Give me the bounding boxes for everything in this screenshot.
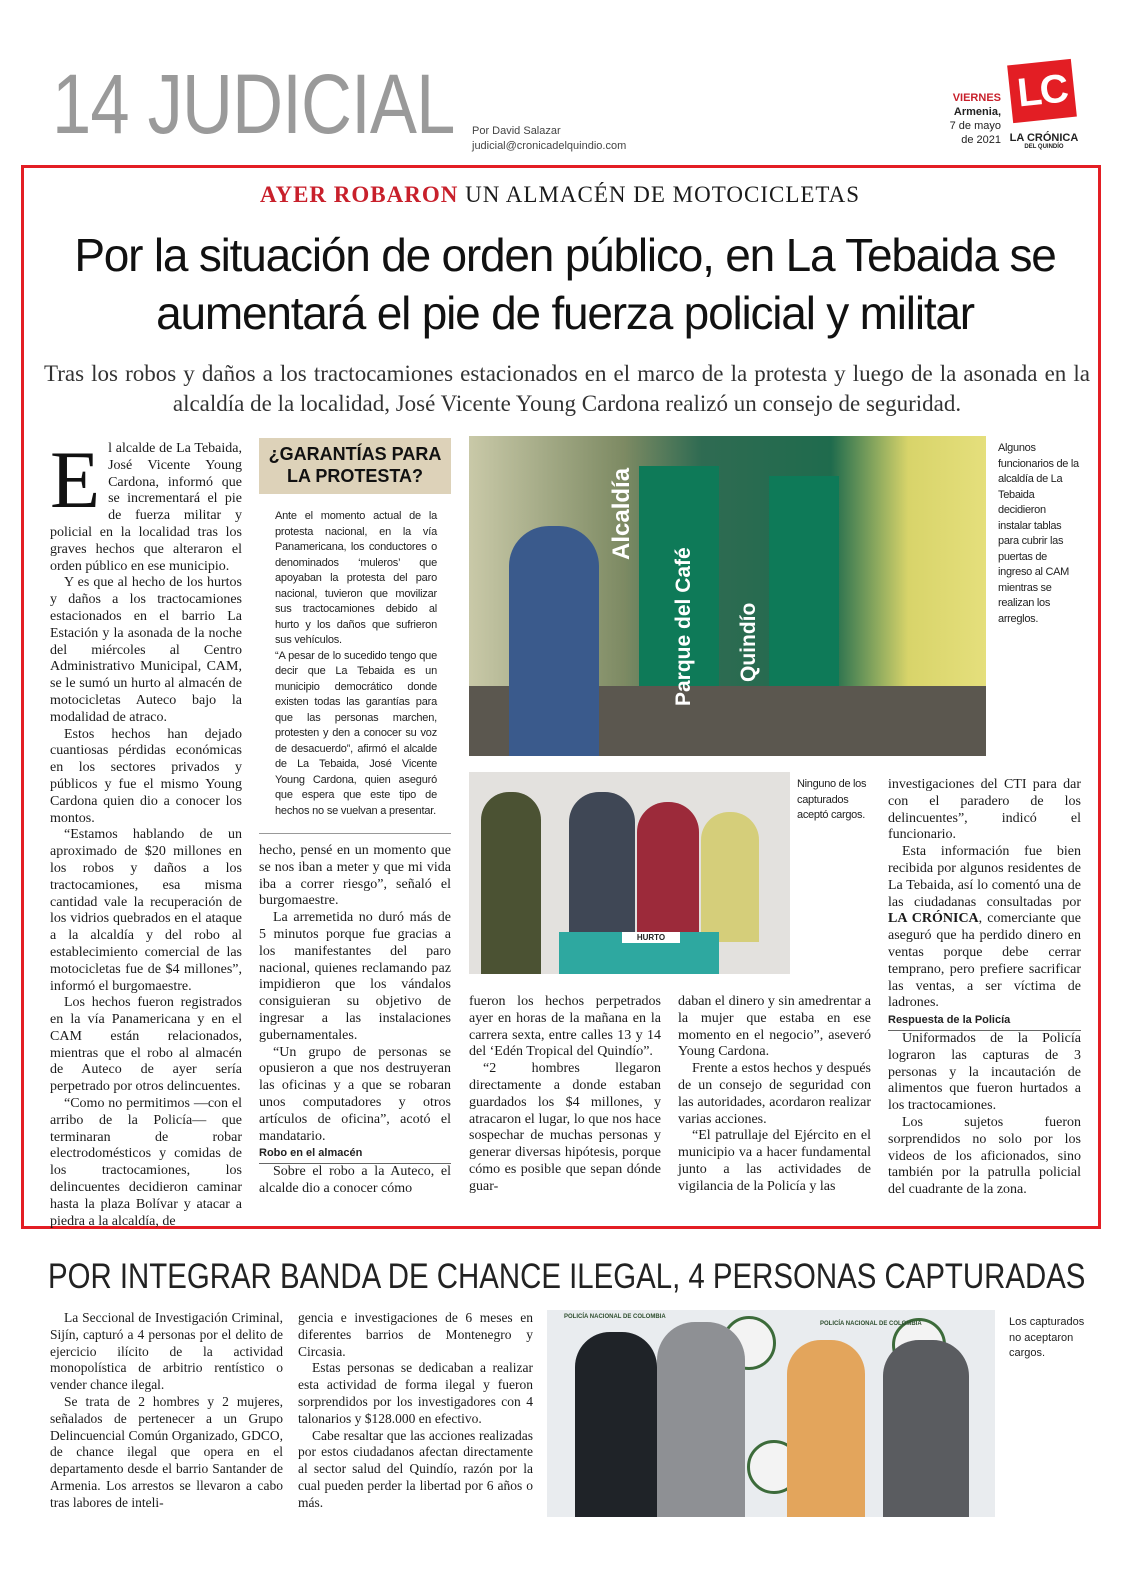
photo-sign-quindio: Quindío [737, 602, 760, 682]
headline-line1: Por la situación de orden público, en La Tebaida se [74, 229, 1056, 281]
photo-caption-2: Ninguno de los capturados aceptó cargos. [797, 778, 867, 821]
photo-chance-capturados [547, 1310, 995, 1517]
date-city: Armenia, [953, 106, 1001, 118]
paragraph: l alcalde de La Tebaida, José Vicente Young Cardona, informó que se incrementará el pie de fuerza militar y policial en la localidad tras los graves hechos que alteraron el orden público en ese municipio. [50, 441, 242, 574]
paragraph: La arremetida no duró más de 5 minutos porque fue gracias a los manifestantes del paro nacional, quienes reclamando paz impidieron que los vándalos consiguieran su objetivo de ingresar a las instalaciones gubernamentales. [259, 910, 451, 1043]
paragraph: Estos hechos han dejado cuantiosas pérdidas económicas en los sectores privados y públicos y fue el mismo Young Cardona quien dio a conocer los montos. [50, 726, 242, 826]
paragraph: gencia e investigaciones de 6 meses en diferentes barrios de Montenegro y Circasia. [298, 1310, 533, 1359]
paragraph: Frente a estos hechos y después de un consejo de seguridad con las autoridades, acordaron realizar varias acciones. [678, 1061, 871, 1127]
sidebar-box-title: ¿GARANTÍAS PARA LA PROTESTA? [268, 444, 442, 486]
kicker [30, 182, 1090, 208]
paragraph: investigaciones del CTI para dar con el paradero de los delincuentes”, indicó el funcionario. [888, 777, 1081, 843]
paragraph: “Como no permitimos —con el arribo de la Policía— que terminaran de robar electrodomésticos y comidas de los tractocamiones, los delincuentes decidieron caminar hasta la plaza Bolívar y atacar a piedra a la alcaldía, de [50, 1096, 242, 1229]
paragraph: “Un grupo de personas se opusieron a que nos destruyeran las oficinas y a que se robaran unos computadores y otros artículos de oficina”, acotó el mandatario. [259, 1044, 451, 1144]
article2-column-1 [50, 1310, 283, 1520]
divider [259, 833, 451, 834]
logo-sub: DEL QUINDÍO [1024, 144, 1064, 150]
paragraph: Los hechos fueron registrados en la vía Panamericana y en el CAM están relacionados, mientras que el robo al almacén de Auteco de ayer sería perpetrado por otros delincuentes. [50, 995, 242, 1095]
paragraph: Se trata de 2 hombres y 2 mujeres, señalados de pertenecer a un Grupo Delincuencial Común Organizado, GDCO, de chance ilegal que opera en el departamento desde el barrio Santander de Armenia. Los arrestos se llevaron a cabo tras labores de inteli- [50, 1393, 283, 1510]
kicker-red: AYER ROBARON [259, 182, 459, 207]
kicker-rest: UN ALMACÉN DE MOTOCICLETAS [465, 182, 861, 207]
photo-caption-1: Algunos funcionarios de la alcaldía de La Tebaida decidieron instalar tablas para cubrir las puertas de ingreso al CAM mientras se realizan los arreglos. [998, 442, 1079, 625]
paragraph-part: , comerciante que aseguró que ha perdido dinero en ventas porque debe cerrar temprano, pero prefiere sacrificar las ventas, a ser víctima de ladrones. [888, 911, 1081, 1011]
photo-caption-3: Los capturados no aceptaron cargos. [1009, 1316, 1085, 1359]
subheading-robo: Robo en el almacén [259, 1145, 451, 1164]
headline-line2: aumentará el pie de fuerza policial y militar [156, 287, 974, 339]
byline [472, 124, 626, 154]
photo-backdrop-text: POLICÍA NACIONAL DE COLOMBIA [564, 1314, 666, 1320]
paragraph: Cabe resaltar que las acciones realizadas por estos ciudadanos afectan directamente al sector salud del Quindío, razón por la cual pueden perder la libertad por 6 años o más. [298, 1427, 533, 1510]
paragraph: Uniformados de la Policía lograron las capturas de 3 personas y la incautación de alimentos que fueron hurtados a los tractocamiones. [888, 1030, 1081, 1114]
photo-label-hurto: HURTO [622, 932, 680, 943]
photo-sign-alcaldia: Alcaldía [608, 467, 635, 560]
paragraph: Los sujetos fueron sorprendidos no solo por los videos de los aficionados, sino también por la patrulla policial del cuadrante de la zona. [888, 1114, 1081, 1198]
photo-backdrop-text: POLICÍA NACIONAL DE COLOMBIA [820, 1321, 922, 1327]
paragraph [888, 844, 1081, 1012]
headline-2: POR INTEGRAR BANDA DE CHANCE ILEGAL, 4 PERSONAS CAPTURADAS [48, 1257, 1086, 1296]
dropcap: E [50, 434, 101, 525]
paragraph: La Seccional de Investigación Criminal, Sijín, capturó a 4 personas por el delito de ejercicio ilícito de la actividad monopolística de arbitrio rentístico o vender chance ilegal. [50, 1310, 283, 1393]
paragraph: “2 hombres llegaron directamente a donde estaban guardados los $4 millones, y atracaron el lugar, lo que nos hace sospechar de muchas personas y generar diversas hipótesis, porque cómo es posible que sepan dónde guar- [469, 1061, 661, 1194]
paragraph: hecho, pensé en un momento que se nos iban a meter y que mi vida iba a correr riesgo”, señaló el burgomaestre. [259, 843, 451, 909]
byline-author: Por David Salazar [472, 125, 561, 137]
paragraph-part: Esta información fue bien recibida por algunos residentes de La Tebaida, así lo comentó una de las ciudadanas consultadas por [888, 844, 1081, 910]
headline [30, 226, 1100, 342]
logo-name: LA CRÓNICA [1009, 132, 1079, 144]
paragraph: daban el dinero y sin amedrentar a la mujer que estaba en ese momento en el negocio”, aseveró Young Cardona. [678, 994, 871, 1060]
article2-column-2 [298, 1310, 533, 1520]
logo-letters: LC [1015, 66, 1069, 116]
paragraph: Estas personas se dedicaban a realizar esta actividad de forma ilegal y fueron sorprendidos por los investigadores con 4 talonarios y $128.000 en efectivo. [298, 1360, 533, 1426]
paragraph: Sobre el robo a la Auteco, el alcalde dio a conocer cómo [259, 1164, 451, 1196]
article-column-3 [469, 994, 661, 1204]
byline-email: judicial@cronicadelquindio.com [472, 140, 627, 152]
sidebar-box-text [275, 509, 437, 819]
date-date: 7 de mayo [949, 120, 1001, 132]
article-column-4 [678, 994, 871, 1204]
date-year: de 2021 [961, 134, 1001, 146]
article-column-5 [888, 777, 1081, 1202]
article-column-1 [50, 434, 242, 1229]
paragraph: “Estamos hablando de un aproximado de $20 millones en los robos y daños a los tractocamiones, esa misma cantidad vale la recuperación de los vidrios quebrados en el ataque a la alcaldía y del robo al establecimiento comercial de las motocicletas fue de $4 millones”, informó el burgomaestre. [50, 827, 242, 994]
date-block [930, 91, 1001, 147]
paragraph: fueron los hechos perpetrados ayer en horas de la mañana en la carrera sexta, entre calles 13 y 14 del ‘Edén Tropical del Quindío”. [469, 994, 661, 1060]
paragraph: Y es que al hecho de los hurtos y daños a los tractocamiones estacionados en el barrio La Estación y la asonada de la noche del miércoles al Centro Administrativo Municipal, CAM, se le sumó un hurto al almacén de motocicletas Auteco bajo la modalidad de atraco. [50, 575, 242, 725]
date-day: VIERNES [952, 92, 1001, 104]
newspaper-name: LA CRÓNICA [888, 911, 979, 927]
subhead: Tras los robos y daños a los tractocamiones estacionados en el marco de la protesta y luego de la asonada en la alcaldía de la localidad, José Vicente Young Cardona realizó un consejo de seguridad. [44, 361, 1090, 416]
paragraph: “El patrullaje del Ejército en el municipio va a hacer fundamental junto a las actividades de vigilancia de la Policía y las [678, 1128, 871, 1194]
photo-captured [469, 772, 790, 974]
paragraph: “A pesar de lo sucedido tengo que decir que La Tebaida es un municipio democrático donde existen todas las garantías para que las personas marchen, protesten y den a conocer su voz de desacuerdo”, afirmó el alcalde de La Tebaida, José Vicente Young Cardona, quien aseguró que espera que este tipo de hechos no se vuelvan a presentar. [275, 649, 437, 817]
article-column-2 [259, 843, 451, 1203]
paragraph: Ante el momento actual de la protesta nacional, en la vía Panamericana, los conductores o denominados ‘muleros’ que apoyaban la protesta del paro nacional, tuvieron que movilizar sus tractocamiones debido al hurto y los daños que sufrieron sus vehículos. [275, 510, 437, 646]
photo-alcaldia [469, 436, 986, 756]
section-title: 14 JUDICIAL [52, 57, 455, 151]
photo-sign-parque: Parque del Café [672, 547, 695, 706]
subheading-policia: Respuesta de la Policía [888, 1012, 1081, 1031]
